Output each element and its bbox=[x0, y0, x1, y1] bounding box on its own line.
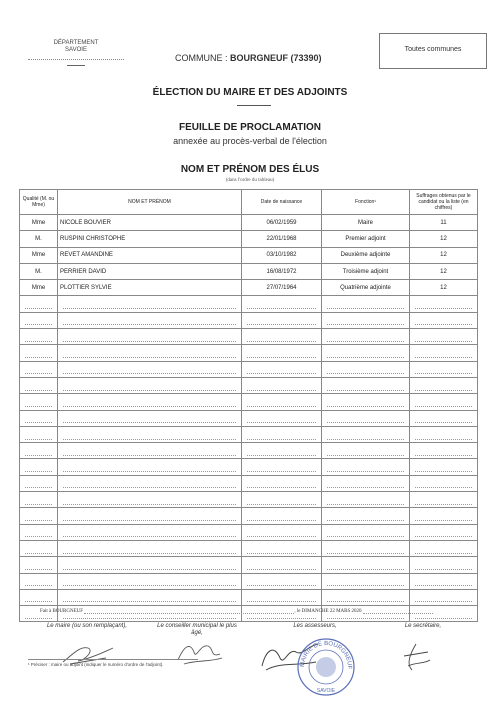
dotted-line bbox=[63, 495, 236, 505]
empty-cell-qualite bbox=[20, 573, 58, 589]
empty-cell-fonction bbox=[322, 475, 410, 491]
empty-cell-fonction bbox=[322, 377, 410, 393]
header-suffrages: Suffrages obtenus par le candidat ou la liste (en chiffres) bbox=[410, 190, 478, 215]
dotted-line bbox=[247, 495, 316, 505]
table-row bbox=[20, 361, 478, 377]
dotted-line bbox=[327, 527, 404, 537]
empty-cell-nom bbox=[58, 557, 242, 573]
dotted-line bbox=[63, 478, 236, 488]
dotted-line bbox=[63, 348, 236, 358]
empty-cell-naissance bbox=[242, 345, 322, 361]
table-row bbox=[20, 492, 478, 508]
cell-suffrages: 12 bbox=[410, 263, 478, 279]
table-row bbox=[20, 410, 478, 426]
cell-nom: PLOTTIER SYLVIE bbox=[58, 280, 242, 296]
header-nom: NOM ET PRÉNOM bbox=[58, 190, 242, 215]
empty-cell-nom bbox=[58, 492, 242, 508]
dotted-line bbox=[415, 560, 472, 570]
empty-cell-nom bbox=[58, 459, 242, 475]
empty-cell-naissance bbox=[242, 361, 322, 377]
dotted-line bbox=[25, 364, 52, 374]
dotted-line bbox=[25, 348, 52, 358]
cell-qualite: Mme bbox=[20, 215, 58, 231]
department-label: DÉPARTEMENT bbox=[53, 40, 99, 46]
dotted-line bbox=[415, 430, 472, 440]
empty-cell-suffrages bbox=[410, 312, 478, 328]
table-row bbox=[20, 540, 478, 556]
elected-table bbox=[19, 189, 478, 622]
cell-nom: RUSPINI CHRISTOPHE bbox=[58, 231, 242, 247]
commune-prefix: COMMUNE : bbox=[175, 53, 230, 63]
dotted-line bbox=[25, 446, 52, 456]
fait-dotted-line bbox=[84, 608, 294, 614]
dotted-line bbox=[63, 397, 236, 407]
dotted-line bbox=[63, 560, 236, 570]
empty-cell-qualite bbox=[20, 426, 58, 442]
empty-cell-qualite bbox=[20, 345, 58, 361]
empty-cell-qualite bbox=[20, 394, 58, 410]
signature-conseiller-label: Le conseiller municipal le plus âgé, bbox=[157, 623, 237, 636]
mairie-stamp bbox=[295, 636, 357, 698]
cell-fonction: Quatrième adjointe bbox=[322, 280, 410, 296]
cell-qualite: M. bbox=[20, 263, 58, 279]
cell-fonction: Deuxième adjointe bbox=[322, 247, 410, 263]
empty-cell-nom bbox=[58, 394, 242, 410]
dotted-line bbox=[247, 446, 316, 456]
table-row bbox=[20, 394, 478, 410]
empty-cell-qualite bbox=[20, 557, 58, 573]
dotted-line bbox=[63, 527, 236, 537]
cell-nom: PERRIER DAVID bbox=[58, 263, 242, 279]
empty-cell-naissance bbox=[242, 508, 322, 524]
dotted-line bbox=[247, 348, 316, 358]
cell-naissance: 03/10/1982 bbox=[242, 247, 322, 263]
empty-cell-fonction bbox=[322, 508, 410, 524]
empty-cell-fonction bbox=[322, 426, 410, 442]
signature-assesseurs-label: Les assesseurs, bbox=[293, 623, 337, 629]
empty-cell-nom bbox=[58, 296, 242, 312]
table-row bbox=[20, 459, 478, 475]
dotted-line bbox=[247, 315, 316, 325]
empty-cell-suffrages bbox=[410, 459, 478, 475]
empty-cell-naissance bbox=[242, 377, 322, 393]
empty-cell-naissance bbox=[242, 573, 322, 589]
empty-cell-naissance bbox=[242, 296, 322, 312]
dotted-line bbox=[415, 544, 472, 554]
signature-maire-label: Le maire (ou son remplaçant), bbox=[46, 623, 128, 629]
cell-naissance: 16/08/1972 bbox=[242, 263, 322, 279]
stamp-text: MAIRIE DE BOURGNEUF bbox=[299, 640, 353, 670]
footnote: ¹ Préciser : maire ou adjoint (indiquer le numéro d'ordre de l'adjoint). bbox=[28, 659, 198, 667]
cell-nom: REVET AMANDINE bbox=[58, 247, 242, 263]
cell-suffrages: 12 bbox=[410, 247, 478, 263]
table-row bbox=[20, 263, 478, 279]
empty-cell-fonction bbox=[322, 329, 410, 345]
dotted-line bbox=[327, 495, 404, 505]
empty-cell-qualite bbox=[20, 312, 58, 328]
dotted-line bbox=[63, 381, 236, 391]
empty-cell-nom bbox=[58, 426, 242, 442]
cell-qualite: Mme bbox=[20, 247, 58, 263]
empty-cell-naissance bbox=[242, 443, 322, 459]
empty-cell-qualite bbox=[20, 508, 58, 524]
dotted-line bbox=[25, 315, 52, 325]
empty-cell-suffrages bbox=[410, 345, 478, 361]
dotted-line bbox=[25, 527, 52, 537]
table-row bbox=[20, 280, 478, 296]
dotted-line bbox=[415, 364, 472, 374]
empty-cell-naissance bbox=[242, 475, 322, 491]
dotted-line bbox=[327, 332, 404, 342]
dotted-line bbox=[25, 478, 52, 488]
dotted-line bbox=[327, 364, 404, 374]
empty-cell-suffrages bbox=[410, 361, 478, 377]
fait-place: Fait à BOURGNEUF bbox=[40, 609, 84, 614]
dotted-line bbox=[63, 430, 236, 440]
dotted-line bbox=[247, 381, 316, 391]
empty-cell-suffrages bbox=[410, 296, 478, 312]
fait-dotted-line-end bbox=[363, 608, 433, 614]
cell-suffrages: 11 bbox=[410, 215, 478, 231]
dotted-line bbox=[25, 560, 52, 570]
table-row bbox=[20, 329, 478, 345]
dotted-line bbox=[63, 511, 236, 521]
empty-cell-nom bbox=[58, 345, 242, 361]
dotted-line bbox=[415, 592, 472, 602]
dotted-line bbox=[25, 397, 52, 407]
dotted-line bbox=[327, 413, 404, 423]
empty-cell-nom bbox=[58, 524, 242, 540]
empty-cell-suffrages bbox=[410, 394, 478, 410]
dotted-line bbox=[327, 315, 404, 325]
empty-cell-suffrages bbox=[410, 329, 478, 345]
dotted-line bbox=[247, 544, 316, 554]
dotted-line bbox=[247, 592, 316, 602]
dotted-line bbox=[327, 446, 404, 456]
empty-cell-naissance bbox=[242, 492, 322, 508]
dotted-line bbox=[415, 299, 472, 309]
cell-naissance: 27/07/1964 bbox=[242, 280, 322, 296]
empty-cell-naissance bbox=[242, 557, 322, 573]
page-title: ÉLECTION DU MAIRE ET DES ADJOINTS bbox=[152, 87, 348, 98]
empty-cell-fonction bbox=[322, 492, 410, 508]
empty-cell-suffrages bbox=[410, 524, 478, 540]
dotted-line bbox=[327, 511, 404, 521]
empty-cell-fonction bbox=[322, 524, 410, 540]
empty-cell-suffrages bbox=[410, 475, 478, 491]
stamp-subtext: SAVOIE bbox=[316, 688, 336, 694]
dotted-line bbox=[63, 315, 236, 325]
table-row bbox=[20, 589, 478, 605]
dotted-line bbox=[247, 413, 316, 423]
commune-name: BOURGNEUF (73390) bbox=[230, 53, 322, 63]
empty-cell-nom bbox=[58, 361, 242, 377]
dotted-line bbox=[63, 544, 236, 554]
scope-box: Toutes communes bbox=[379, 33, 487, 69]
dotted-line bbox=[25, 576, 52, 586]
empty-cell-qualite bbox=[20, 459, 58, 475]
dotted-line bbox=[25, 413, 52, 423]
header-naissance: Date de naissance bbox=[242, 190, 322, 215]
empty-cell-nom bbox=[58, 589, 242, 605]
dotted-line bbox=[247, 462, 316, 472]
dotted-line bbox=[247, 364, 316, 374]
dotted-line bbox=[327, 478, 404, 488]
empty-cell-suffrages bbox=[410, 573, 478, 589]
empty-cell-nom bbox=[58, 475, 242, 491]
empty-cell-fonction bbox=[322, 573, 410, 589]
empty-cell-suffrages bbox=[410, 492, 478, 508]
empty-cell-qualite bbox=[20, 589, 58, 605]
divider bbox=[67, 65, 85, 66]
table-row bbox=[20, 443, 478, 459]
table-row bbox=[20, 426, 478, 442]
dotted-line bbox=[415, 446, 472, 456]
empty-cell-qualite bbox=[20, 443, 58, 459]
empty-cell-qualite bbox=[20, 410, 58, 426]
table-row bbox=[20, 247, 478, 263]
dotted-line bbox=[247, 478, 316, 488]
fait-date: , le DIMANCHE 22 MARS 2020 bbox=[294, 609, 362, 614]
sheet-title: FEUILLE DE PROCLAMATION bbox=[178, 122, 322, 133]
header-qualite: Qualité (M. ou Mme) bbox=[20, 190, 58, 215]
dotted-line bbox=[247, 397, 316, 407]
table-row bbox=[20, 312, 478, 328]
dotted-line bbox=[25, 511, 52, 521]
dotted-line bbox=[247, 430, 316, 440]
cell-qualite: Mme bbox=[20, 280, 58, 296]
empty-cell-nom bbox=[58, 573, 242, 589]
empty-cell-fonction bbox=[322, 443, 410, 459]
dotted-line bbox=[247, 511, 316, 521]
empty-cell-suffrages bbox=[410, 377, 478, 393]
table-row bbox=[20, 215, 478, 231]
dotted-line bbox=[415, 462, 472, 472]
empty-cell-naissance bbox=[242, 410, 322, 426]
dotted-line bbox=[63, 462, 236, 472]
empty-cell-fonction bbox=[322, 589, 410, 605]
dotted-line bbox=[415, 315, 472, 325]
department-name: SAVOIE bbox=[65, 47, 87, 53]
empty-cell-fonction bbox=[322, 394, 410, 410]
dotted-line bbox=[247, 560, 316, 570]
dotted-line bbox=[247, 299, 316, 309]
empty-cell-nom bbox=[58, 312, 242, 328]
dotted-line bbox=[63, 576, 236, 586]
section-note: (dans l'ordre du tableau) bbox=[225, 178, 275, 183]
cell-naissance: 06/02/1959 bbox=[242, 215, 322, 231]
title-divider bbox=[237, 105, 271, 106]
dotted-line bbox=[327, 381, 404, 391]
dotted-line bbox=[25, 544, 52, 554]
section-title: NOM ET PRÉNOM DES ÉLUS bbox=[180, 164, 320, 175]
table-header-row bbox=[20, 190, 478, 215]
empty-cell-fonction bbox=[322, 361, 410, 377]
empty-cell-suffrages bbox=[410, 508, 478, 524]
empty-cell-naissance bbox=[242, 589, 322, 605]
dotted-line bbox=[327, 544, 404, 554]
table-row bbox=[20, 231, 478, 247]
dotted-line bbox=[415, 478, 472, 488]
dotted-line bbox=[25, 462, 52, 472]
empty-cell-naissance bbox=[242, 426, 322, 442]
cell-suffrages: 12 bbox=[410, 280, 478, 296]
cell-naissance: 22/01/1968 bbox=[242, 231, 322, 247]
dotted-line bbox=[415, 348, 472, 358]
dotted-line bbox=[327, 592, 404, 602]
dotted-line bbox=[25, 332, 52, 342]
cell-fonction: Premier adjoint bbox=[322, 231, 410, 247]
table-row bbox=[20, 475, 478, 491]
empty-cell-suffrages bbox=[410, 589, 478, 605]
empty-cell-qualite bbox=[20, 377, 58, 393]
table-row bbox=[20, 573, 478, 589]
dotted-line bbox=[415, 576, 472, 586]
empty-cell-fonction bbox=[322, 557, 410, 573]
empty-cell-qualite bbox=[20, 475, 58, 491]
signature-secretaire-label: Le secrétaire, bbox=[404, 623, 442, 629]
empty-cell-fonction bbox=[322, 296, 410, 312]
dotted-line bbox=[63, 332, 236, 342]
dotted-line bbox=[415, 495, 472, 505]
department-block bbox=[28, 40, 124, 66]
dotted-line bbox=[63, 299, 236, 309]
fait-line bbox=[40, 608, 480, 614]
dotted-line bbox=[415, 413, 472, 423]
empty-cell-naissance bbox=[242, 540, 322, 556]
table-row bbox=[20, 345, 478, 361]
signature-secretaire bbox=[396, 638, 436, 678]
table-row bbox=[20, 296, 478, 312]
table-row bbox=[20, 524, 478, 540]
empty-cell-nom bbox=[58, 377, 242, 393]
table-row bbox=[20, 377, 478, 393]
cell-qualite: M. bbox=[20, 231, 58, 247]
empty-cell-naissance bbox=[242, 394, 322, 410]
header-fonction: Fonction¹ bbox=[322, 190, 410, 215]
empty-cell-qualite bbox=[20, 524, 58, 540]
dotted-line bbox=[327, 576, 404, 586]
empty-cell-naissance bbox=[242, 524, 322, 540]
dotted-line bbox=[327, 397, 404, 407]
empty-cell-qualite bbox=[20, 361, 58, 377]
dotted-line bbox=[25, 430, 52, 440]
dotted-line bbox=[25, 299, 52, 309]
empty-cell-suffrages bbox=[410, 443, 478, 459]
empty-cell-naissance bbox=[242, 459, 322, 475]
empty-cell-fonction bbox=[322, 459, 410, 475]
dotted-line bbox=[247, 576, 316, 586]
empty-cell-qualite bbox=[20, 492, 58, 508]
dotted-line bbox=[247, 527, 316, 537]
dotted-line bbox=[415, 381, 472, 391]
dotted-line bbox=[63, 592, 236, 602]
cell-fonction: Maire bbox=[322, 215, 410, 231]
empty-cell-qualite bbox=[20, 540, 58, 556]
dotted-line bbox=[327, 348, 404, 358]
empty-cell-naissance bbox=[242, 312, 322, 328]
empty-cell-qualite bbox=[20, 296, 58, 312]
dotted-line bbox=[327, 299, 404, 309]
empty-cell-nom bbox=[58, 410, 242, 426]
dotted-line bbox=[63, 446, 236, 456]
empty-cell-fonction bbox=[322, 540, 410, 556]
empty-cell-suffrages bbox=[410, 410, 478, 426]
empty-cell-suffrages bbox=[410, 540, 478, 556]
empty-cell-suffrages bbox=[410, 426, 478, 442]
commune-line bbox=[175, 53, 322, 63]
dotted-line bbox=[63, 413, 236, 423]
empty-cell-naissance bbox=[242, 329, 322, 345]
cell-suffrages: 12 bbox=[410, 231, 478, 247]
sheet-subtitle: annexée au procès-verbal de l'élection bbox=[173, 136, 327, 146]
table-row bbox=[20, 508, 478, 524]
dotted-line bbox=[25, 381, 52, 391]
dotted-line bbox=[327, 560, 404, 570]
dotted-line bbox=[63, 364, 236, 374]
empty-cell-fonction bbox=[322, 312, 410, 328]
empty-cell-suffrages bbox=[410, 557, 478, 573]
empty-cell-fonction bbox=[322, 410, 410, 426]
dotted-line bbox=[415, 527, 472, 537]
empty-cell-qualite bbox=[20, 329, 58, 345]
empty-cell-nom bbox=[58, 329, 242, 345]
dotted-line bbox=[415, 511, 472, 521]
dotted-line bbox=[25, 592, 52, 602]
empty-cell-nom bbox=[58, 540, 242, 556]
empty-cell-nom bbox=[58, 443, 242, 459]
cell-nom: NICOLE BOUVIER bbox=[58, 215, 242, 231]
empty-cell-fonction bbox=[322, 345, 410, 361]
dotted-line bbox=[25, 495, 52, 505]
dotted-line bbox=[415, 332, 472, 342]
empty-cell-nom bbox=[58, 508, 242, 524]
dotted-line bbox=[247, 332, 316, 342]
table-row bbox=[20, 557, 478, 573]
cell-fonction: Troisième adjoint bbox=[322, 263, 410, 279]
dotted-line bbox=[327, 462, 404, 472]
dotted-line bbox=[327, 430, 404, 440]
dotted-line bbox=[415, 397, 472, 407]
